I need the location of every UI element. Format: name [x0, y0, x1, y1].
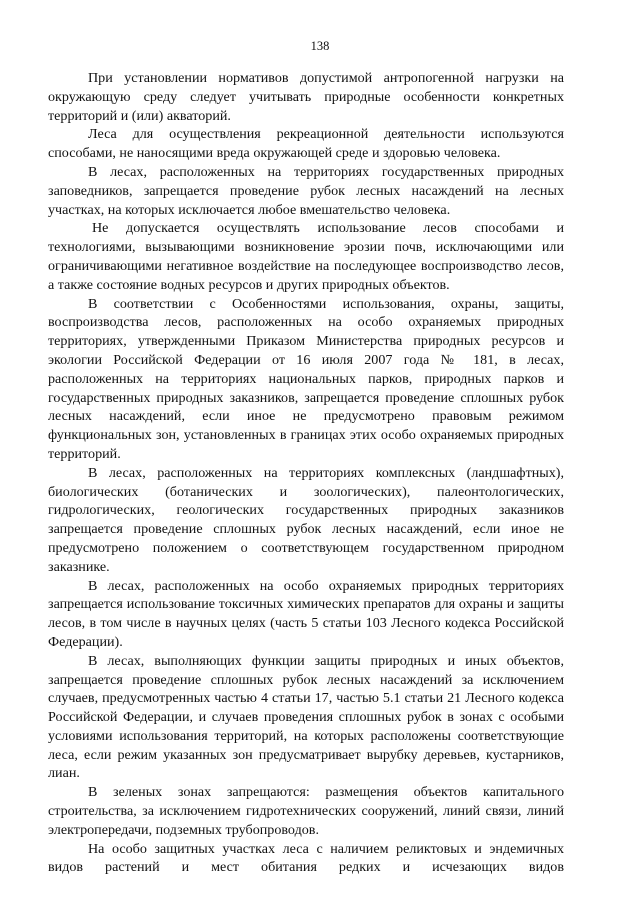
paragraph-antropogenic-load: При установлении нормативов допустимой антропогенной нагрузки на окружающую среду следует учитывать природные особенности конкретных территорий и (или) акваторий. [48, 70, 564, 124]
paragraph-nature-reserves: В лесах, расположенных на территориях государственных природных заповедников, запрещается проведение рубок лесных насаждений на лесных участках, на которых исключается любое вмешательство человека. [48, 163, 564, 218]
paragraph-erosion-technologies: Не допускается осуществлять использование лесов способами и технологиями, вызывающими возникновение эрозии почв, исключающими или ограничивающими негативное воздействие на последующее воспроизводство лесов, а также состояние водных ресурсов и других природных объектов. [48, 220, 564, 293]
paragraph-toxic-chemicals: В лесах, расположенных на особо охраняемых природных территориях запрещается использование токсичных химических препаратов для охраны и защиты лесов, в том числе в научных целях (часть 5 статьи 103 Лесного кодекса Российской Федерации). [48, 577, 564, 650]
paragraph-recreational-use: Леса для осуществления рекреационной деятельности используются способами, не наносящими вреда окружающей среде и здоровью человека. [48, 126, 564, 162]
body-text [48, 69, 564, 877]
page-number: 138 [310, 39, 330, 53]
paragraph-protective-forests: В лесах, выполняющих функции защиты природных и иных объектов, запрещается проведение сплошных рубок лесных насаждений за исключением случаев, предусмотренных частью 4 статьи 17, частью 5.1 статьи 21 Лесного кодекса Российской Федерации, и случаев проведения сплошных рубок в зонах с особыми условиями использования территорий, на которых расположены соответствующие леса, если режим указанных зон предусматривает вырубку деревьев, кустарников, лиан. [48, 652, 564, 782]
paragraph-special-protective-plots: На особо защитных участках леса с наличием реликтовых и эндемичных видов растений и мест обитания редких и исчезающих видов [48, 840, 564, 876]
paragraph-protected-territories-order: В соответствии с Особенностями использования, охраны, защиты, воспроизводства лесов, расположенных на особо охраняемых природных территориях, утвержденными Приказом Министерства природных ресурсов и экологии Российской Федерации от 16 июля 2007 года № 181, в лесах, расположенных на территориях национальных парков, природных парков и государственных природных заказников, запрещается проведение сплошных рубок лесных насаждений, если иное не предусмотрено правовым режимом функциональных зон, установленных в границах этих особо охраняемых природных территорий. [48, 295, 564, 462]
paragraph-complex-reserves: В лесах, расположенных на территориях комплексных (ландшафтных), биологических (ботанических и зоологических), палеонтологических, гидрологических, геологических государственных природных заказников запрещается проведение сплошных рубок лесных насаждений, если иное не предусмотрено положением о соответствующем государственном природном заказнике. [48, 464, 564, 575]
paragraph-green-zones: В зеленых зонах запрещаются: размещения объектов капитального строительства, за исключением гидротехнических сооружений, линий связи, линий электропередачи, подземных трубопроводов. [48, 784, 564, 838]
